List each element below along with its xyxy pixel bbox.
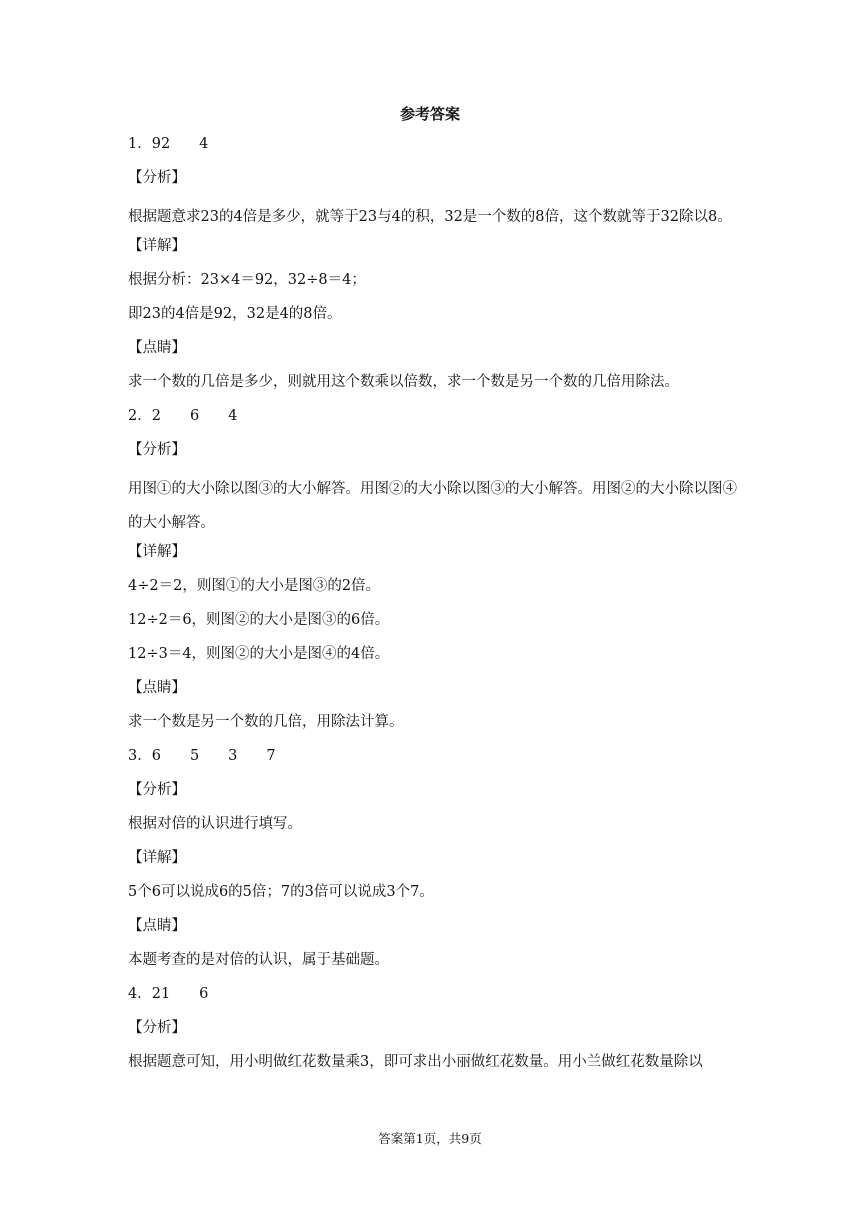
q2-comment: 求一个数是另一个数的几倍，用除法计算。 <box>128 714 404 730</box>
q1-analysis: 根据题意求23的4倍是多少，就等于23与4的积，32是一个数的8倍，这个数就等于32除以8。 <box>128 209 732 225</box>
q3-comment-tag: 【点睛】 <box>128 918 186 934</box>
q2-detail-3: 12÷3＝4，则图②的大小是图④的4倍。 <box>128 646 390 662</box>
q2-comment-tag: 【点睛】 <box>128 680 186 696</box>
q2-detail-1: 4÷2＝2，则图①的大小是图③的2倍。 <box>128 578 381 594</box>
q3-detail-tag: 【详解】 <box>128 850 186 866</box>
q3-analysis-tag: 【分析】 <box>128 782 186 798</box>
q2-detail-tag: 【详解】 <box>128 544 186 560</box>
q3-comment: 本题考查的是对倍的认识，属于基础题。 <box>128 952 389 968</box>
q2-detail-2: 12÷2＝6，则图②的大小是图③的6倍。 <box>128 612 390 628</box>
q1-detail-tag: 【详解】 <box>128 238 186 254</box>
q3-detail-1: 5个6可以说成6的5倍；7的3倍可以说成3个7。 <box>128 884 434 900</box>
q2-analysis-tag: 【分析】 <box>128 442 186 458</box>
page-footer: 答案第1页，共9页 <box>378 1131 482 1146</box>
q1-detail-1: 根据分析：23×4＝92，32÷8＝4； <box>128 272 366 288</box>
q1-answer: 1．92 4 <box>128 136 209 152</box>
q2-answer: 2．2 6 4 <box>128 408 238 424</box>
page-title: 参考答案 <box>399 105 460 123</box>
q4-analysis-tag: 【分析】 <box>128 1020 186 1036</box>
q1-analysis-tag: 【分析】 <box>128 170 186 186</box>
q1-comment: 求一个数的几倍是多少，则就用这个数乘以倍数，求一个数是另一个数的几倍用除法。 <box>128 374 679 390</box>
answer-content <box>128 132 740 1084</box>
q4-answer: 4．21 6 <box>128 986 209 1002</box>
q3-answer: 3．6 5 3 7 <box>128 748 276 764</box>
q2-analysis: 用图①的大小除以图③的大小解答。用图②的大小除以图③的大小解答。用图②的大小除以图④的大小解答。 <box>128 481 737 531</box>
q3-analysis: 根据对倍的认识进行填写。 <box>128 816 302 832</box>
q4-analysis: 根据题意可知，用小明做红花数量乘3，即可求出小丽做红花数量。用小兰做红花数量除以 <box>128 1054 703 1070</box>
q1-comment-tag: 【点睛】 <box>128 340 186 356</box>
q1-detail-2: 即23的4倍是92，32是4的8倍。 <box>128 306 342 322</box>
